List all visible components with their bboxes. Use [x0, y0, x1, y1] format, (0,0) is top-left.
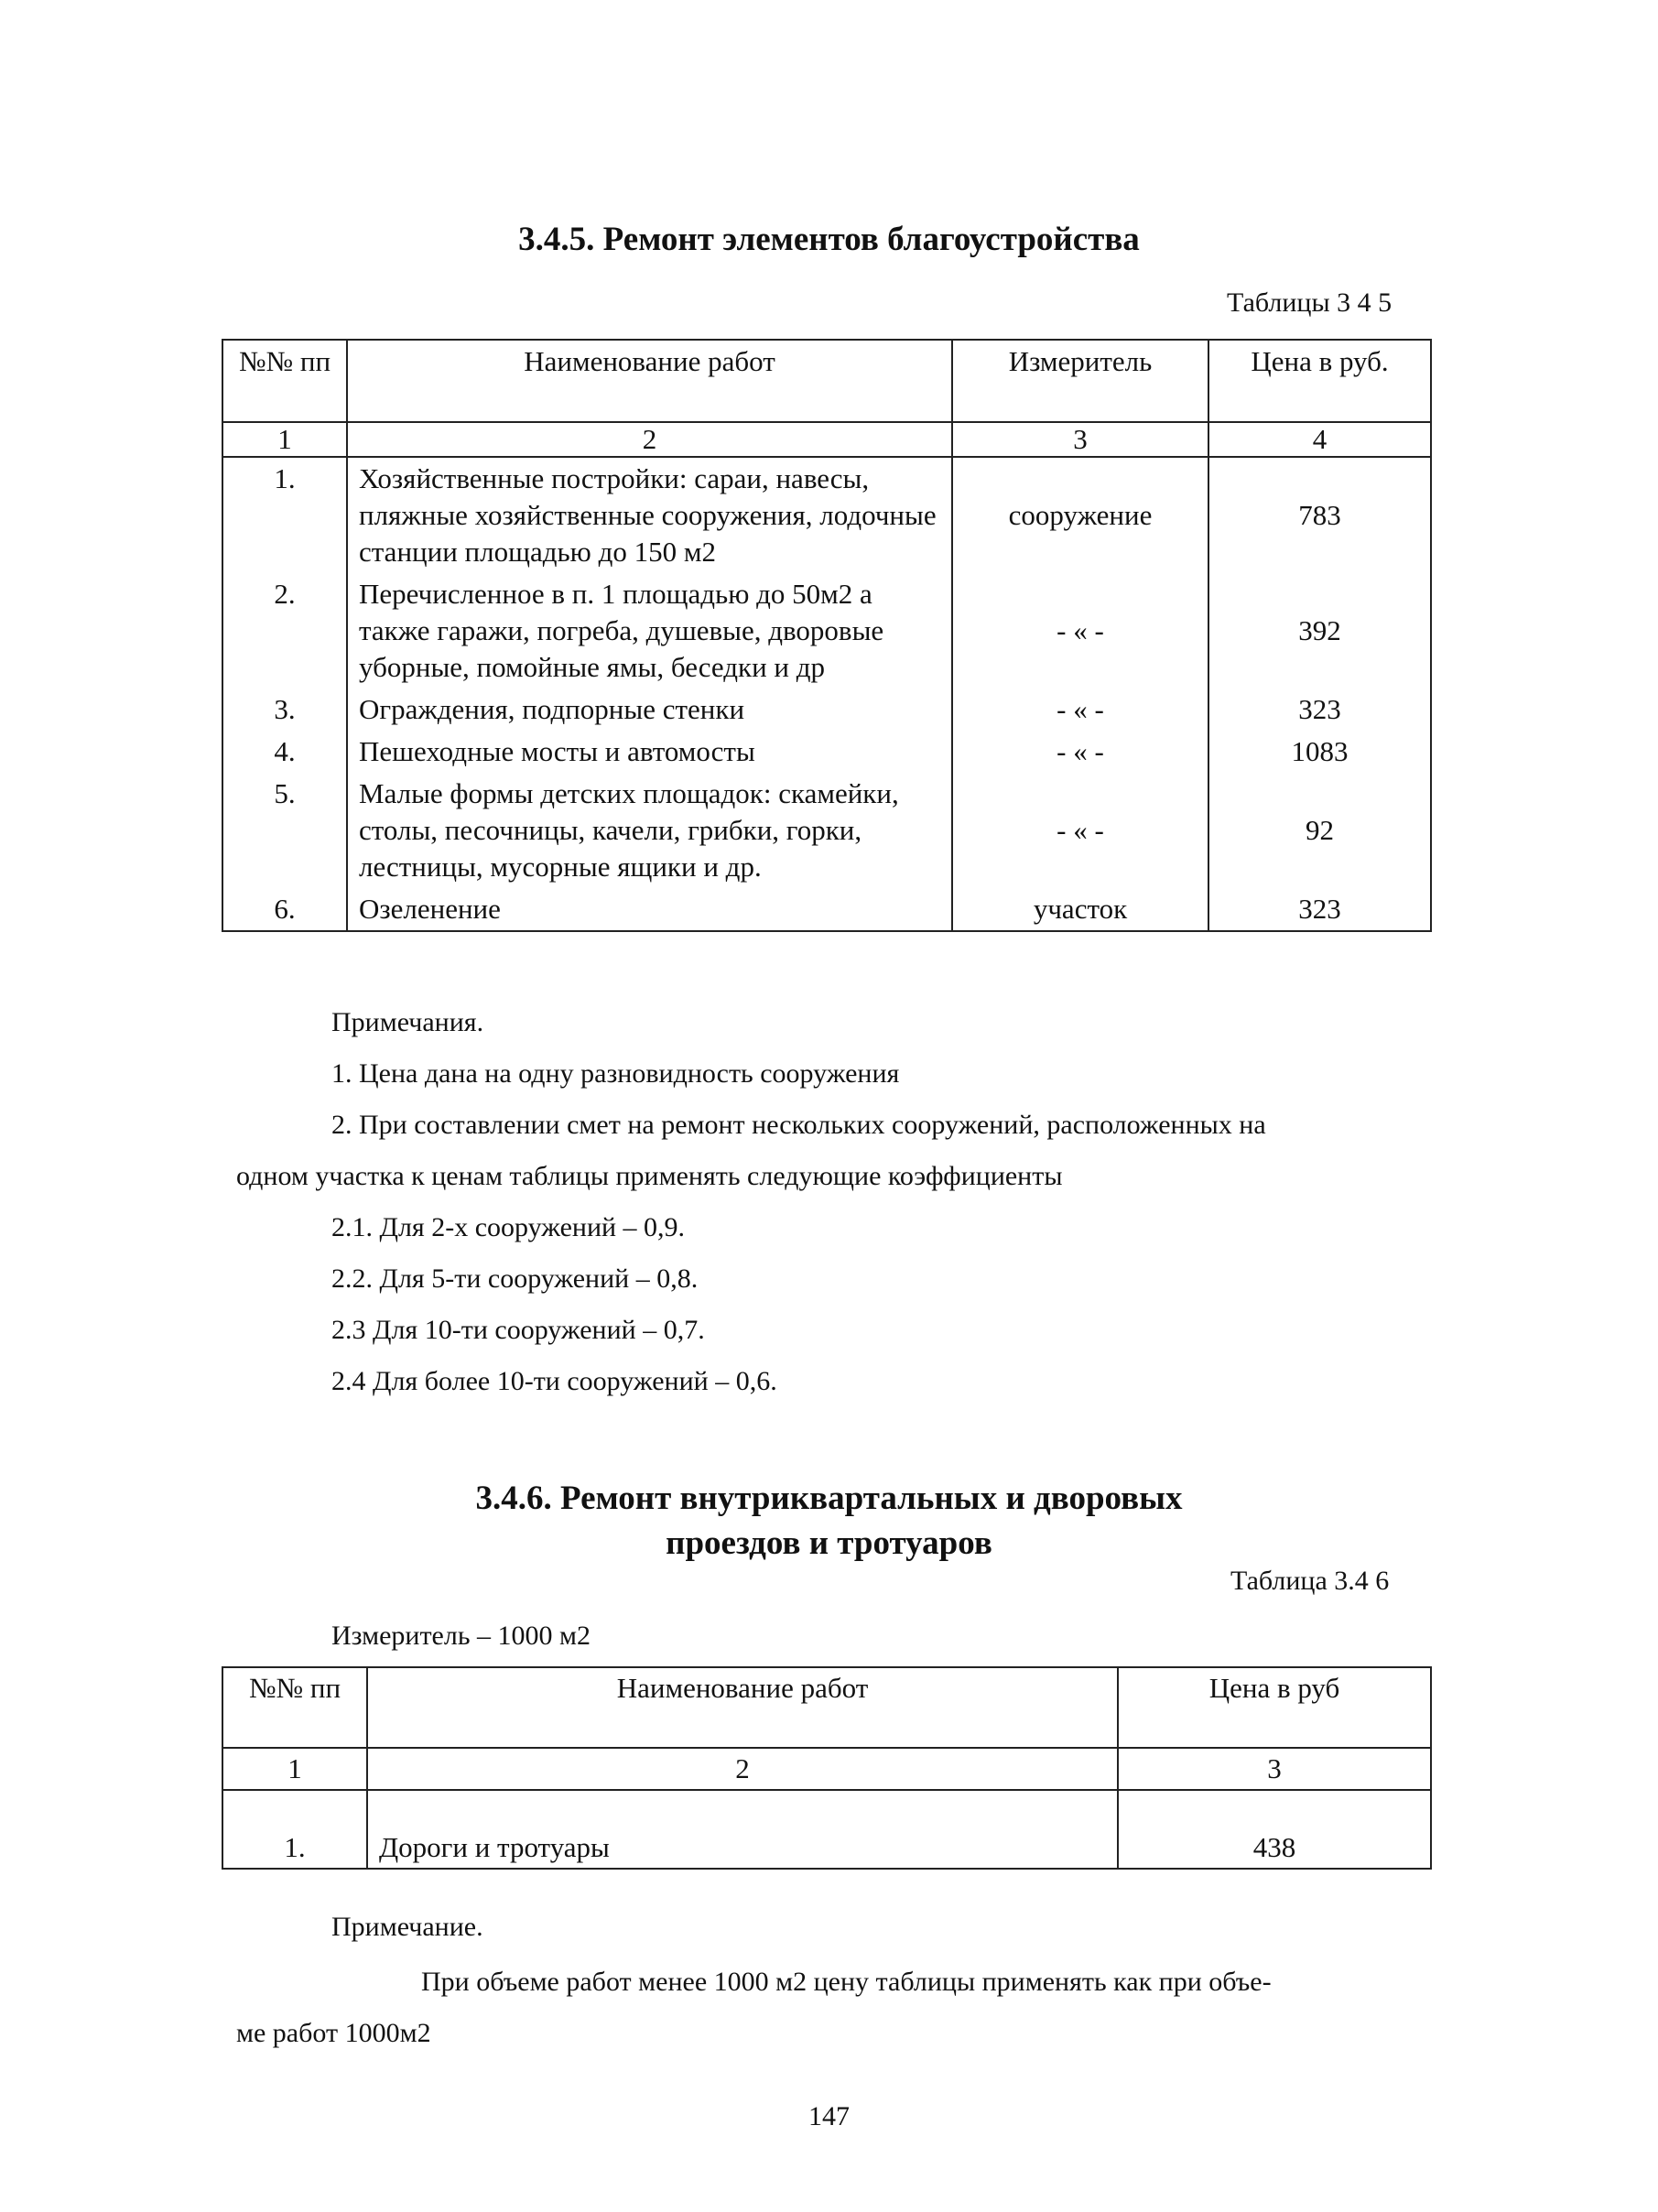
row-num: 5.: [222, 773, 347, 888]
row-unit: участок: [952, 888, 1208, 931]
table-row: [222, 457, 1431, 573]
table-row: [222, 731, 1431, 773]
header-price: Цена в руб: [1118, 1667, 1431, 1748]
row-unit: - « -: [952, 689, 1208, 731]
row-num: 4.: [222, 731, 347, 773]
section-title-346-line-1: 3.4.6. Ремонт внутриквартальных и дворовых: [475, 1480, 1183, 1517]
col-number: 1: [222, 1748, 367, 1790]
table-caption-346: Таблица 3.4 6: [1230, 1566, 1390, 1596]
row-name: Малые формы детских площадок: скамейки, столы, песочницы, качели, грибки, горки, лестницы, мусорные ящики и др.: [347, 773, 952, 888]
header-name: Наименование работ: [367, 1667, 1118, 1748]
measure-label: Измеритель – 1000 м2: [331, 1621, 591, 1651]
note-title-346: Примечание.: [331, 1912, 483, 1942]
table-header-row: [222, 1667, 1431, 1748]
row-name: Ограждения, подпорные стенки: [347, 689, 952, 731]
row-name: Перечисленное в п. 1 площадью до 50м2 а также гаражи, погреба, душевые, дворовые уборные, помойные ямы, беседки и др: [347, 573, 952, 689]
row-num: 3.: [222, 689, 347, 731]
row-num: 2.: [222, 573, 347, 689]
col-number: 3: [952, 422, 1208, 457]
row-unit: - « -: [952, 731, 1208, 773]
col-number: 2: [347, 422, 952, 457]
note-346-line-2: ме работ 1000м2: [236, 2018, 431, 2048]
works-table-345: [222, 339, 1432, 932]
header-price: Цена в руб.: [1208, 340, 1431, 422]
table-caption-345: Таблицы 3 4 5: [1227, 287, 1393, 318]
notes-title: Примечания.: [331, 1007, 484, 1037]
header-name: Наименование работ: [347, 340, 952, 422]
row-price: 92: [1208, 773, 1431, 888]
col-number: 2: [367, 1748, 1118, 1790]
row-num: 1.: [222, 457, 347, 573]
note-346-line-1: При объеме работ менее 1000 м2 цену таблицы применять как при объе-: [421, 1967, 1272, 1997]
row-num: 6.: [222, 888, 347, 931]
section-title-346-line-2: проездов и тротуаров: [666, 1524, 992, 1562]
header-num: №№ пп: [222, 1667, 367, 1748]
row-price: 323: [1208, 689, 1431, 731]
row-unit: - « -: [952, 573, 1208, 689]
page-number: 147: [808, 2101, 850, 2131]
coef-2-4: 2.4 Для более 10-ти сооружений – 0,6.: [331, 1366, 777, 1396]
note-2-line-1: 2. При составлении смет на ремонт нескольких сооружений, расположенных на: [331, 1110, 1266, 1140]
col-number: 4: [1208, 422, 1431, 457]
row-unit: - « -: [952, 773, 1208, 888]
table-row: [222, 773, 1431, 888]
coef-2-2: 2.2. Для 5-ти сооружений – 0,8.: [331, 1263, 699, 1294]
coef-2-3: 2.3 Для 10-ти сооружений – 0,7.: [331, 1315, 705, 1345]
col-number: 3: [1118, 1748, 1431, 1790]
row-price: 438: [1118, 1790, 1431, 1869]
row-price: 323: [1208, 888, 1431, 931]
table-row: [222, 573, 1431, 689]
table-header-row: [222, 340, 1431, 422]
row-unit: сооружение: [952, 457, 1208, 573]
header-unit: Измеритель: [952, 340, 1208, 422]
column-number-row: [222, 1748, 1431, 1790]
row-price: 1083: [1208, 731, 1431, 773]
row-price: 392: [1208, 573, 1431, 689]
note-1: 1. Цена дана на одну разновидность сооружения: [331, 1058, 900, 1089]
col-number: 1: [222, 422, 347, 457]
column-number-row: [222, 422, 1431, 457]
section-title-345: 3.4.5. Ремонт элементов благоустройства: [518, 221, 1140, 258]
row-name: Хозяйственные постройки: сараи, навесы, пляжные хозяйственные сооружения, лодочные станции площадью до 150 м2: [347, 457, 952, 573]
table-row: [222, 689, 1431, 731]
row-name: Пешеходные мосты и автомосты: [347, 731, 952, 773]
row-num: 1.: [222, 1790, 367, 1869]
row-price: 783: [1208, 457, 1431, 573]
header-num: №№ пп: [222, 340, 347, 422]
note-2-line-2: одном участка к ценам таблицы применять следующие коэффициенты: [236, 1161, 1063, 1191]
works-table-346: [222, 1666, 1432, 1870]
table-row: [222, 1790, 1431, 1869]
row-name: Озеленение: [347, 888, 952, 931]
coef-2-1: 2.1. Для 2-х сооружений – 0,9.: [331, 1212, 686, 1242]
row-name: Дороги и тротуары: [367, 1790, 1118, 1869]
table-row: [222, 888, 1431, 931]
